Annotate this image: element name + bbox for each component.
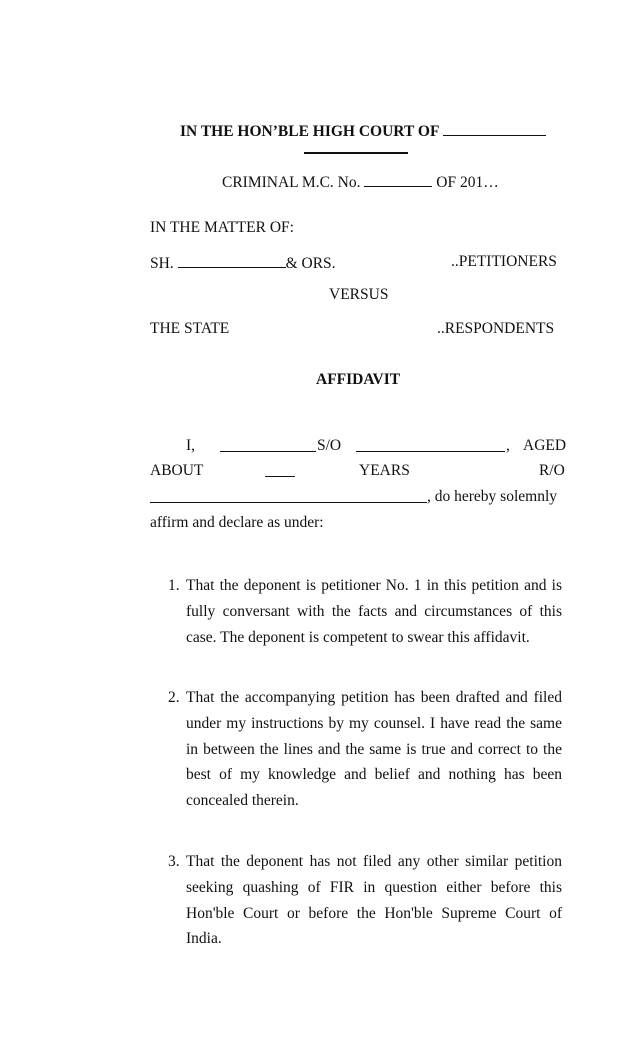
paragraph-2-number: 2. xyxy=(168,689,180,706)
intro-affirm-line2: affirm and declare as under: xyxy=(150,514,324,531)
respondent-role: ..RESPONDENTS xyxy=(437,320,555,337)
intro-about: ABOUT xyxy=(150,462,204,479)
intro-ro: R/O xyxy=(539,462,565,479)
matter-label: IN THE MATTER OF: xyxy=(150,219,294,236)
intro-affirm-tail: , do hereby solemnly xyxy=(427,488,558,505)
address-blank xyxy=(150,488,427,503)
petitioner-name-blank xyxy=(178,253,286,268)
intro-comma: , xyxy=(506,437,510,454)
court-name-blank-line2 xyxy=(304,138,408,154)
petitioner-suffix: & ORS. xyxy=(285,255,336,272)
versus-label: VERSUS xyxy=(329,286,389,303)
father-name-blank xyxy=(356,437,505,452)
petitioner-role: ..PETITIONERS xyxy=(451,253,557,270)
court-title-text: IN THE HON’BLE HIGH COURT OF xyxy=(180,123,439,140)
case-suffix: OF 201… xyxy=(436,174,499,191)
deponent-name-blank xyxy=(220,437,316,452)
age-blank xyxy=(265,462,295,477)
petitioner-line xyxy=(150,253,336,273)
court-name-blank xyxy=(443,121,546,136)
petitioner-prefix: SH. xyxy=(150,255,174,272)
paragraph-2-text: That the accompanying petition has been drafted and filed under my instructions by my counsel. I have read the same in between the lines and the same is true and correct to the best of my knowledge and belief and nothing has been concealed therein. xyxy=(186,689,562,810)
paragraph-3-number: 3. xyxy=(168,853,180,870)
document-title: AFFIDAVIT xyxy=(316,371,401,388)
paragraph-1-number: 1. xyxy=(168,577,180,594)
case-prefix: CRIMINAL M.C. No. xyxy=(222,174,361,191)
intro-so: S/O xyxy=(317,437,342,454)
intro-aged: AGED xyxy=(523,437,567,454)
paragraph-1-text: That the deponent is petitioner No. 1 in this petition and is fully conversant with the facts and circumstances of this case. The deponent is competent to swear this affidavit. xyxy=(186,577,562,646)
intro-i: I, xyxy=(186,437,196,454)
paragraph-3-text: That the deponent has not filed any other similar petition seeking quashing of FIR in question either before this Hon'ble Court or before the Hon'ble Supreme Court of India. xyxy=(186,853,562,948)
case-number-blank xyxy=(364,172,432,187)
case-number-line xyxy=(222,172,499,192)
intro-years: YEARS xyxy=(359,462,410,479)
respondent-name: THE STATE xyxy=(150,320,230,337)
